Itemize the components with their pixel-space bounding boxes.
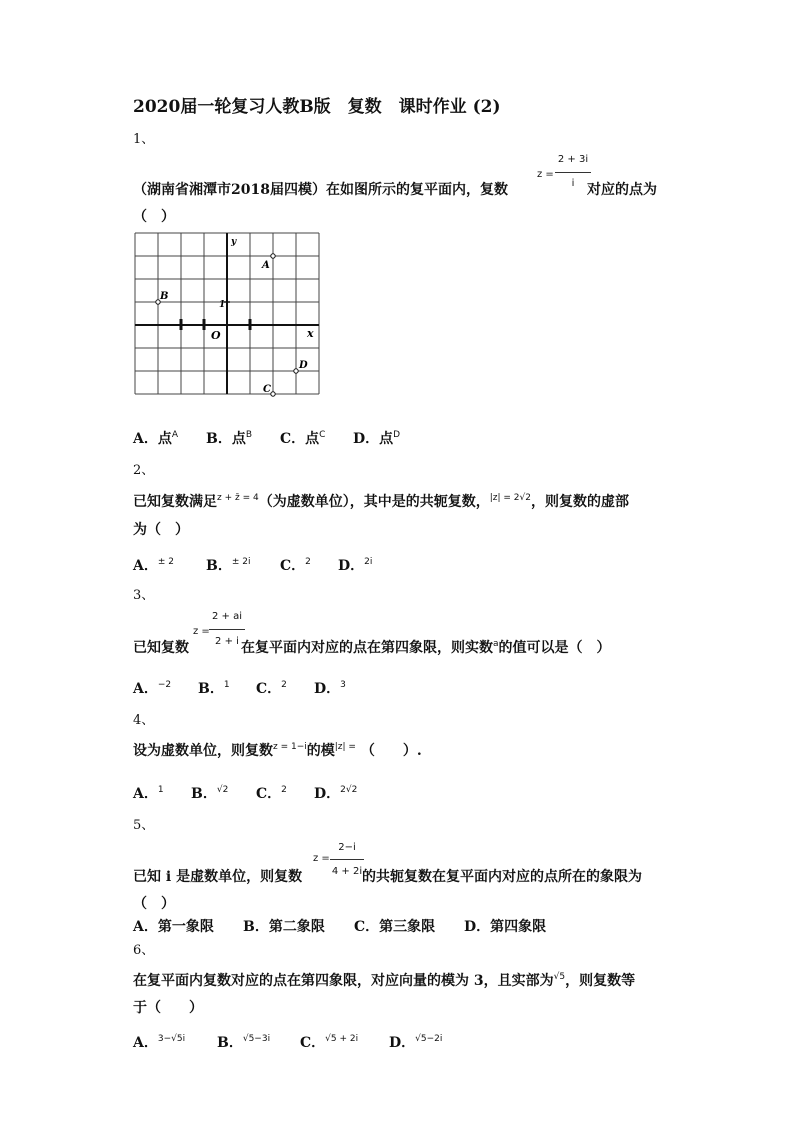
q4-text-b: 的模 [306,743,335,759]
q1-option-c-value: C [319,430,326,440]
q1-option-a[interactable] [133,428,178,448]
q3-text-b: 在复平面内对应的点在第四象限，则实数 [241,640,493,656]
point-d [294,369,298,373]
q2-option-a-label: A． [133,558,158,574]
q4-option-d-value: 2√2 [340,785,358,795]
unit-label: 1 [218,300,226,310]
x-tick [203,319,206,330]
q3-option-d[interactable] [314,678,346,698]
q1-formula-denominator: i [571,178,575,189]
q1-option-d[interactable] [353,428,400,448]
q3-option-a-label: A． [133,681,158,697]
q2-math-a: z + z̄ = 4 [217,493,259,503]
question-2-number: 2、 [133,463,155,478]
q2-math-b: |z| = 2√2 [489,493,531,503]
q2-text-d: 为（ ） [133,522,189,538]
question-3-number: 3、 [133,588,155,603]
q4-option-a-label: A． [133,786,158,802]
q3-option-b[interactable] [198,678,230,698]
q3-formula-lhs: z = [193,626,210,637]
q4-text-a: 设为虚数单位，则复数 [133,743,273,759]
q1-option-b[interactable] [206,428,252,448]
q3-option-b-value: 1 [223,680,230,690]
q6-text-a: 在复平面内复数对应的点在第四象限，对应向量的模为 3，且实部为 [133,973,554,989]
point-label-b: B [160,291,169,302]
question-1-text [133,179,508,199]
q4-option-b-value: √2 [216,785,229,795]
q3-option-c-value: 2 [281,680,287,690]
q2-option-c-label: C． [280,558,306,574]
q1-text-b: 对应的点为 [587,182,657,198]
q6-text-c: 于（ ） [133,1000,203,1016]
q6-option-a[interactable] [133,1032,185,1052]
q6-option-a-value: 3−√5i [157,1034,186,1044]
q4-option-a[interactable] [133,783,164,803]
q3-math-a: a [493,639,499,649]
q6-text-b: ，则复数等 [565,973,636,989]
point-c [271,392,275,396]
q5-formula-lhs: z = [313,853,330,864]
q1-fraction-bar [555,172,591,173]
q5-text-c: （ ） [133,896,175,912]
q3-option-d-label: D． [314,681,341,697]
q5-text-b: 的共轭复数在复平面内对应的点所在的象限为 [362,869,642,885]
q6-option-d[interactable] [389,1032,442,1052]
page-title: 2020届一轮复习人教B版 复数 课时作业 (2) [133,97,501,117]
q6-math-a: √5 [553,972,566,982]
q5-text-a: 已知 i 是虚数单位，则复数 [133,869,303,885]
q5-option-b[interactable]: B．第二象限 [243,919,325,935]
q3-option-c-label: C． [256,681,282,697]
q6-option-b[interactable] [217,1032,270,1052]
q3-option-a[interactable] [133,678,171,698]
q1-option-d-value: D [393,430,401,440]
q3-option-c[interactable] [256,678,287,698]
y-axis-label: y [231,237,237,247]
q4-option-a-value: 1 [157,785,164,795]
q2-option-b[interactable] [206,555,250,575]
q6-option-b-label: B． [217,1035,243,1051]
q3-text-c: 的值可以是（ ） [498,640,611,656]
q6-option-a-label: A． [133,1035,158,1051]
q1-formula-numerator: 2 + 3i [557,154,589,165]
question-6-number: 6、 [133,943,155,958]
q1-option-b-label: B．点 [206,431,246,447]
q6-option-d-value: √5−2i [415,1034,443,1044]
q4-option-c-value: 2 [281,785,287,795]
q1-formula-lhs: z = [537,169,554,180]
q3-formula-numerator: 2 + ai [211,611,242,622]
point-label-d: D [299,360,308,371]
origin-label: O [211,329,221,342]
x-axis-label: x [307,327,314,340]
q4-math-a: z = 1−i [273,742,307,752]
q1-option-c[interactable] [280,428,325,448]
q3-option-d-value: 3 [340,680,346,690]
q1-option-a-label: A．点 [133,431,172,447]
q2-text-c: ，则复数的虚部 [530,494,629,510]
q4-option-b[interactable] [191,783,228,803]
q6-option-c-label: C． [300,1035,326,1051]
question-3-text [241,637,611,657]
q4-text-c: （ ）. [360,743,422,759]
q4-option-c[interactable] [256,783,287,803]
point-label-a: A [262,260,270,271]
q6-option-c[interactable] [300,1032,358,1052]
q3-formula-denominator: 2 + i [215,636,239,647]
q5-option-a[interactable]: A．第一象限 [133,919,214,935]
q2-option-d[interactable] [338,555,372,575]
q2-option-b-value: ± 2i [231,557,251,567]
question-2-text [133,491,629,511]
complex-plane-figure [133,231,321,407]
q5-formula-numerator: 2−i [338,842,356,853]
q5-option-c[interactable]: C．第三象限 [354,919,436,935]
q2-option-c[interactable] [280,555,311,575]
q2-text-b: （为虚数单位），其中是的共轭复数， [258,494,490,510]
q2-option-d-label: D． [338,558,365,574]
q1-option-d-label: D．点 [353,431,394,447]
q2-option-c-value: 2 [305,557,311,567]
question-6-text [133,970,635,990]
q2-option-b-label: B． [206,558,232,574]
q6-option-d-label: D． [389,1035,416,1051]
q4-math-b: |z| = [334,742,356,752]
q1-option-c-label: C．点 [280,431,320,447]
q2-option-d-value: 2i [364,557,373,567]
q1-text-c: （ ） [133,209,175,225]
q2-option-a[interactable] [133,555,174,575]
question-1-number: 1、 [133,132,155,147]
x-tick [180,319,183,330]
q3-option-b-label: B． [198,681,224,697]
question-5-number: 5、 [133,818,155,833]
question-4-text [133,740,422,760]
x-tick [249,319,252,330]
q3-text-a: 已知复数 [133,640,189,656]
q4-option-b-label: B． [191,786,217,802]
q1-text-a: （湖南省湘潭市2018届四模）在如图所示的复平面内，复数 [133,182,508,198]
q5-option-d[interactable]: D．第四象限 [464,919,547,935]
q6-option-c-value: √5 + 2i [325,1034,359,1044]
question-4-number: 4、 [133,713,155,728]
q3-option-a-value: −2 [157,680,172,690]
q1-option-a-value: A [171,430,179,440]
q4-option-d-label: D． [314,786,341,802]
q4-option-c-label: C． [256,786,282,802]
q2-text-a: 已知复数满足 [133,494,217,510]
point-a [271,254,275,258]
q6-option-b-value: √5−3i [242,1034,271,1044]
q4-option-d[interactable] [314,783,357,803]
point-label-c: C [263,384,271,395]
q1-option-b-value: B [245,430,253,440]
q5-fraction-bar [330,859,364,860]
q2-option-a-value: ± 2 [157,557,175,567]
q5-formula-denominator: 4 + 2i [331,866,363,877]
q3-fraction-bar [209,629,245,630]
